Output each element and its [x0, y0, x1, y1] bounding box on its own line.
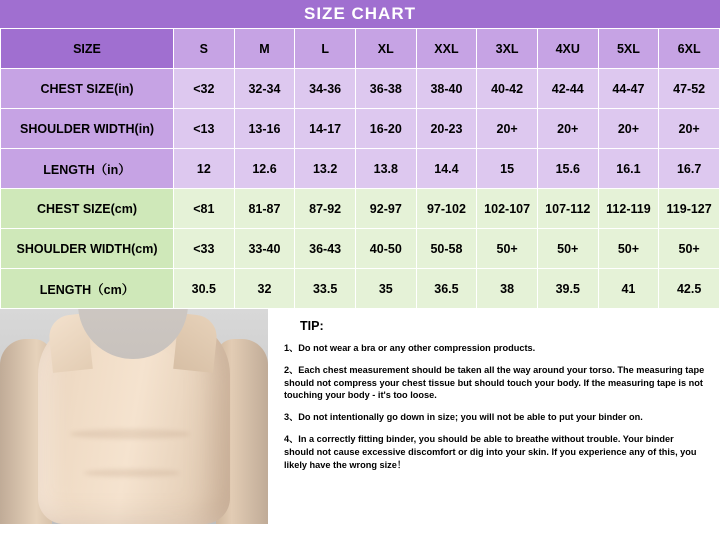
header-label: SIZE [1, 29, 174, 69]
cell-chest-in-5xl: 44-47 [598, 69, 659, 109]
header-size-xl: XL [355, 29, 416, 69]
cell-chest-cm-4xu: 107-112 [537, 189, 598, 229]
cell-chest-cm-xxl: 97-102 [416, 189, 477, 229]
table-row [1, 149, 720, 189]
table-row [1, 109, 720, 149]
cell-chest-cm-6xl: 119-127 [659, 189, 720, 229]
table-header-row [1, 29, 720, 69]
row-label-chest-in: CHEST SIZE(in) [1, 69, 174, 109]
cell-shoulder-in-m: 13-16 [234, 109, 295, 149]
cell-length-in-m: 12.6 [234, 149, 295, 189]
tip-item-2: 2、Each chest measurement should be taken all the way around your torso. The measuring tape should not compress your chest tissue but should touch your body. If the measuring tape is not touching your body - it's too loose. [284, 365, 705, 401]
cell-length-in-xl: 13.8 [355, 149, 416, 189]
cell-length-in-3xl: 15 [477, 149, 538, 189]
cell-chest-cm-5xl: 112-119 [598, 189, 659, 229]
cell-length-in-6xl: 16.7 [659, 149, 720, 189]
cell-chest-in-xl: 36-38 [355, 69, 416, 109]
header-size-4xu: 4XU [537, 29, 598, 69]
cell-chest-in-xxl: 38-40 [416, 69, 477, 109]
cell-length-in-l: 13.2 [295, 149, 356, 189]
fabric-fold [84, 469, 180, 477]
cell-shoulder-cm-s: <33 [174, 229, 235, 269]
header-size-s: S [174, 29, 235, 69]
cell-length-in-4xu: 15.6 [537, 149, 598, 189]
cell-length-cm-3xl: 38 [477, 269, 538, 309]
cell-chest-in-4xu: 42-44 [537, 69, 598, 109]
cell-length-cm-4xu: 39.5 [537, 269, 598, 309]
header-size-3xl: 3XL [477, 29, 538, 69]
row-label-shoulder-cm: SHOULDER WIDTH(cm) [1, 229, 174, 269]
header-size-5xl: 5XL [598, 29, 659, 69]
row-label-length-cm: LENGTH（cm） [1, 269, 174, 309]
cell-length-in-xxl: 14.4 [416, 149, 477, 189]
cell-chest-cm-l: 87-92 [295, 189, 356, 229]
header-size-6xl: 6XL [659, 29, 720, 69]
chart-title: SIZE CHART [0, 0, 720, 28]
cell-length-in-5xl: 16.1 [598, 149, 659, 189]
cell-chest-cm-s: <81 [174, 189, 235, 229]
table-row [1, 229, 720, 269]
product-photo [0, 309, 268, 524]
row-label-length-in: LENGTH（in） [1, 149, 174, 189]
cell-chest-in-6xl: 47-52 [659, 69, 720, 109]
cell-shoulder-in-xl: 16-20 [355, 109, 416, 149]
cell-shoulder-cm-6xl: 50+ [659, 229, 720, 269]
cell-length-cm-m: 32 [234, 269, 295, 309]
row-label-chest-cm: CHEST SIZE(cm) [1, 189, 174, 229]
cell-chest-in-s: <32 [174, 69, 235, 109]
cell-chest-cm-3xl: 102-107 [477, 189, 538, 229]
size-chart-table [0, 28, 720, 309]
header-size-l: L [295, 29, 356, 69]
tip-item-4: 4、In a correctly fitting binder, you should be able to breathe without trouble. Your binder should not cause excessive discomfort or dig into your skin. If you experience any of this, you likely have the wrong size！ [284, 434, 697, 470]
cell-shoulder-cm-l: 36-43 [295, 229, 356, 269]
cell-length-cm-5xl: 41 [598, 269, 659, 309]
cell-shoulder-in-xxl: 20-23 [416, 109, 477, 149]
cell-shoulder-in-s: <13 [174, 109, 235, 149]
cell-shoulder-in-3xl: 20+ [477, 109, 538, 149]
header-size-m: M [234, 29, 295, 69]
tips-panel [268, 309, 720, 524]
cell-chest-in-m: 32-34 [234, 69, 295, 109]
row-label-shoulder-in: SHOULDER WIDTH(in) [1, 109, 174, 149]
table-row [1, 69, 720, 109]
cell-shoulder-in-5xl: 20+ [598, 109, 659, 149]
cell-length-cm-xxl: 36.5 [416, 269, 477, 309]
tips-title: TIP: [300, 319, 324, 333]
tip-item-3: 3、Do not intentionally go down in size; you will not be able to put your binder on. [284, 412, 643, 423]
cell-shoulder-cm-3xl: 50+ [477, 229, 538, 269]
cell-chest-cm-xl: 92-97 [355, 189, 416, 229]
header-size-xxl: XXL [416, 29, 477, 69]
cell-shoulder-in-4xu: 20+ [537, 109, 598, 149]
table-row [1, 269, 720, 309]
cell-length-cm-6xl: 42.5 [659, 269, 720, 309]
table-row [1, 189, 720, 229]
cell-chest-in-l: 34-36 [295, 69, 356, 109]
cell-length-cm-l: 33.5 [295, 269, 356, 309]
cell-length-cm-xl: 35 [355, 269, 416, 309]
cell-shoulder-cm-xl: 40-50 [355, 229, 416, 269]
cell-chest-cm-m: 81-87 [234, 189, 295, 229]
cell-shoulder-in-l: 14-17 [295, 109, 356, 149]
cell-shoulder-in-6xl: 20+ [659, 109, 720, 149]
cell-shoulder-cm-xxl: 50-58 [416, 229, 477, 269]
fabric-fold [70, 429, 190, 439]
bottom-section [0, 309, 720, 524]
cell-length-in-s: 12 [174, 149, 235, 189]
cell-length-cm-s: 30.5 [174, 269, 235, 309]
cell-shoulder-cm-m: 33-40 [234, 229, 295, 269]
tip-item-1: 1、Do not wear a bra or any other compression products. [284, 343, 536, 354]
cell-shoulder-cm-4xu: 50+ [537, 229, 598, 269]
cell-shoulder-cm-5xl: 50+ [598, 229, 659, 269]
cell-chest-in-3xl: 40-42 [477, 69, 538, 109]
